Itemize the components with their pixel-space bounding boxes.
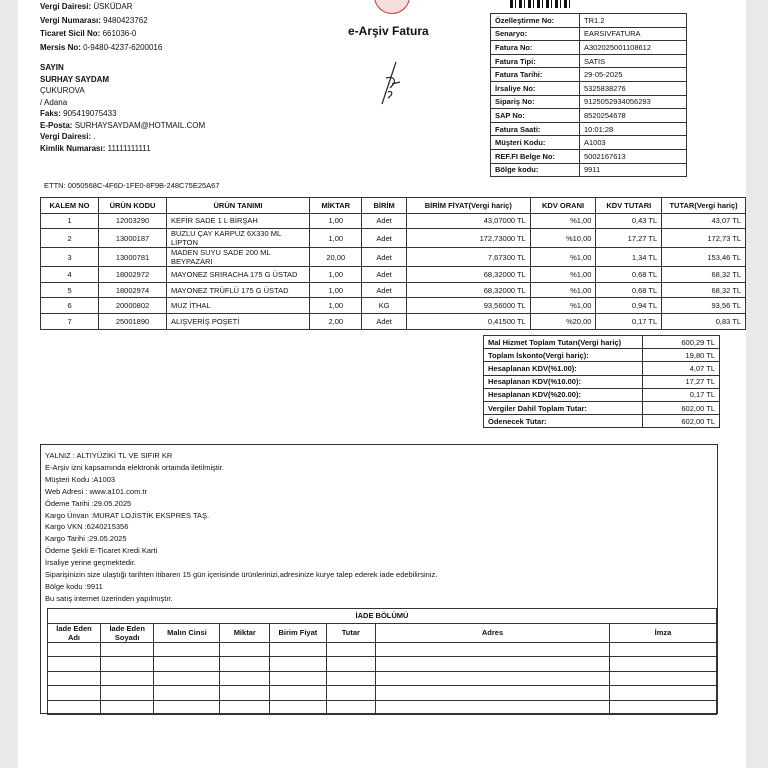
table-cell: 3: [41, 248, 99, 267]
return-row: [48, 642, 717, 657]
items-header: ÜRÜN TANIMI: [166, 198, 309, 214]
return-header: Miktar: [220, 623, 270, 642]
items-header: KDV TUTARI: [596, 198, 662, 214]
return-cell: [48, 642, 101, 657]
meta-row: [491, 122, 687, 136]
return-cell: [220, 671, 270, 686]
table-cell: 13000187: [99, 229, 167, 248]
table-cell: %1,00: [530, 213, 596, 229]
return-cell: [376, 657, 610, 672]
return-cell: [269, 686, 326, 701]
return-section-title: İADE BÖLÜMÜ: [48, 609, 717, 624]
note-line: Bölge kodu :9911: [45, 581, 103, 591]
table-row: [41, 213, 746, 229]
table-cell: Adet: [362, 267, 406, 283]
totals-value: 4,07 TL: [643, 362, 720, 375]
meta-value: TR1.2: [580, 14, 687, 28]
note-line: Siparişinizin size ulaştığı tarihten itibaren 15 gün içerisinde ürünlerinizi,adresinize kurye talep ederek iade edebilirsiniz.: [45, 570, 438, 580]
totals-row: [484, 362, 720, 375]
meta-row: [491, 136, 687, 150]
note-line: Kargo Ünvan :MURAT LOJİSTİK EKSPRES TAŞ.: [45, 510, 210, 520]
table-row: [41, 267, 746, 283]
table-cell: 0,17 TL: [596, 313, 662, 329]
return-cell: [326, 642, 375, 657]
return-cell: [376, 686, 610, 701]
meta-value: 29-05-2025: [580, 68, 687, 82]
table-cell: 0,83 TL: [662, 313, 746, 329]
invoice-meta-table: [490, 13, 687, 177]
totals-label: Hesaplanan KDV(%20.00):: [484, 388, 643, 401]
return-row: [48, 657, 717, 672]
meta-row: [491, 163, 687, 177]
meta-row: [491, 41, 687, 55]
return-row: [48, 700, 717, 715]
table-cell: 1,00: [310, 267, 362, 283]
meta-label: Bölge kodu:: [491, 163, 580, 177]
note-line: Ödeme Şekli E-Ticaret Kredi Karti: [45, 546, 158, 556]
table-cell: 68,32 TL: [662, 267, 746, 283]
table-cell: 1,00: [310, 229, 362, 248]
meta-value: 9911: [580, 163, 687, 177]
return-cell: [220, 657, 270, 672]
table-row: [41, 248, 746, 267]
totals-row: [484, 401, 720, 414]
return-header: İade Eden Adı: [48, 623, 101, 642]
totals-value: 17,27 TL: [643, 375, 720, 388]
return-cell: [220, 700, 270, 715]
table-cell: 0,43 TL: [596, 213, 662, 229]
meta-row: [491, 27, 687, 41]
return-header: Birim Fiyat: [269, 623, 326, 642]
return-cell: [269, 657, 326, 672]
meta-value: A302025001108612: [580, 41, 687, 55]
table-row: [41, 298, 746, 314]
totals-value: 600,29 TL: [643, 336, 720, 349]
return-cell: [100, 700, 153, 715]
table-cell: %10,00: [530, 229, 596, 248]
meta-label: REF.FI Belge No:: [491, 149, 580, 163]
items-header: MİKTAR: [310, 198, 362, 214]
table-cell: 20000802: [99, 298, 167, 314]
table-cell: 25001890: [99, 313, 167, 329]
items-header: BİRİM FİYAT(Vergi hariç): [406, 198, 530, 214]
totals-value: 602,00 TL: [643, 401, 720, 414]
return-cell: [610, 657, 717, 672]
table-cell: 2,00: [310, 313, 362, 329]
table-cell: 153,46 TL: [662, 248, 746, 267]
ettn: ETTN: 0050568C-4F6D-1FE0-8F9B-248C75E25A67: [44, 181, 220, 190]
totals-value: 0,17 TL: [643, 388, 720, 401]
return-cell: [154, 700, 220, 715]
return-cell: [326, 671, 375, 686]
meta-value: 5002167613: [580, 149, 687, 163]
table-cell: KEFİR SADE 1 L BİRŞAH: [166, 213, 309, 229]
meta-label: Fatura Tipi:: [491, 54, 580, 68]
return-cell: [154, 671, 220, 686]
table-cell: 68,32 TL: [662, 282, 746, 298]
table-cell: 172,73000 TL: [406, 229, 530, 248]
table-cell: 20,00: [310, 248, 362, 267]
buyer-info: SAYIN SURHAY SAYDAM ÇUKUROVA / Adana Faks: 905419075433 E-Posta: SURHAYSAYDAM@HOTMAIL.COM Vergi Dairesi: . Kimlik Numarası: 11111111111: [40, 63, 206, 153]
meta-label: Müşteri Kodu:: [491, 136, 580, 150]
table-cell: 12003290: [99, 213, 167, 229]
table-cell: Adet: [362, 213, 406, 229]
return-cell: [269, 642, 326, 657]
table-cell: 68,32000 TL: [406, 267, 530, 283]
company-seal-logo: [374, 0, 410, 14]
totals-label: Hesaplanan KDV(%1.00):: [484, 362, 643, 375]
table-cell: 68,32000 TL: [406, 282, 530, 298]
return-cell: [269, 700, 326, 715]
meta-row: [491, 54, 687, 68]
totals-label: Toplam İskonto(Vergi hariç):: [484, 349, 643, 362]
table-cell: 0,68 TL: [596, 267, 662, 283]
table-cell: %1,00: [530, 298, 596, 314]
items-header: KDV ORANI: [530, 198, 596, 214]
totals-row: [484, 415, 720, 428]
items-header: TUTAR(Vergi hariç): [662, 198, 746, 214]
note-line: Web Adresi : www.a101.com.tr: [45, 486, 147, 496]
meta-value: 10:01:28: [580, 122, 687, 136]
return-row: [48, 671, 717, 686]
meta-value: SATIS: [580, 54, 687, 68]
return-header: İade Eden Soyadı: [100, 623, 153, 642]
meta-row: [491, 109, 687, 123]
meta-label: Fatura Saati:: [491, 122, 580, 136]
table-cell: 5: [41, 282, 99, 298]
return-cell: [100, 642, 153, 657]
meta-value: A1003: [580, 136, 687, 150]
table-cell: 43,07000 TL: [406, 213, 530, 229]
return-cell: [220, 686, 270, 701]
table-cell: 18002974: [99, 282, 167, 298]
return-cell: [48, 671, 101, 686]
table-cell: %1,00: [530, 282, 596, 298]
return-cell: [154, 686, 220, 701]
table-cell: 1: [41, 213, 99, 229]
meta-label: İrsaliye No:: [491, 81, 580, 95]
table-cell: ALIŞVERİŞ POŞETİ: [166, 313, 309, 329]
return-row: [48, 686, 717, 701]
table-cell: %20,00: [530, 313, 596, 329]
return-cell: [48, 657, 101, 672]
return-cell: [610, 671, 717, 686]
return-header: Tutar: [326, 623, 375, 642]
totals-value: 602,00 TL: [643, 415, 720, 428]
notes-box: [40, 444, 718, 714]
meta-row: [491, 149, 687, 163]
meta-label: SAP No:: [491, 109, 580, 123]
table-cell: KG: [362, 298, 406, 314]
table-cell: 17,27 TL: [596, 229, 662, 248]
document-title: e-Arşiv Fatura: [348, 24, 429, 38]
table-cell: 1,34 TL: [596, 248, 662, 267]
note-line: E-Arşiv izni kapsamında elektronik ortamda iletilmiştir.: [45, 462, 224, 472]
totals-label: Mal Hizmet Toplam Tutarı(Vergi hariç): [484, 336, 643, 349]
totals-row: [484, 336, 720, 349]
table-cell: 2: [41, 229, 99, 248]
table-cell: 0,68 TL: [596, 282, 662, 298]
table-cell: MUZ İTHAL: [166, 298, 309, 314]
table-cell: Adet: [362, 229, 406, 248]
table-cell: 7,67300 TL: [406, 248, 530, 267]
return-cell: [610, 686, 717, 701]
return-cell: [326, 657, 375, 672]
note-line: İrsaliye yerine geçmektedir.: [45, 558, 136, 568]
return-cell: [326, 700, 375, 715]
qr-code: [510, 0, 570, 8]
return-cell: [154, 657, 220, 672]
meta-value: 8520254678: [580, 109, 687, 123]
items-table: [40, 197, 746, 330]
table-cell: 0,41500 TL: [406, 313, 530, 329]
items-header: KALEM NO: [41, 198, 99, 214]
note-line: Müşteri Kodu :A1003: [45, 474, 116, 484]
table-cell: 1,00: [310, 282, 362, 298]
table-cell: 1,00: [310, 213, 362, 229]
return-cell: [100, 671, 153, 686]
meta-label: Senaryo:: [491, 27, 580, 41]
return-cell: [610, 700, 717, 715]
return-header: Adres: [376, 623, 610, 642]
totals-value: 19,80 TL: [643, 349, 720, 362]
meta-row: [491, 95, 687, 109]
table-cell: %1,00: [530, 248, 596, 267]
table-cell: 0,94 TL: [596, 298, 662, 314]
return-cell: [48, 686, 101, 701]
table-cell: 172,73 TL: [662, 229, 746, 248]
table-cell: Adet: [362, 313, 406, 329]
meta-label: Özelleştirme No:: [491, 14, 580, 28]
meta-row: [491, 68, 687, 82]
note-line: YALNIZ : ALTIYÜZİKİ TL VE SIFIR KR: [45, 451, 173, 460]
return-section-table: [47, 608, 717, 715]
totals-row: [484, 375, 720, 388]
table-row: [41, 282, 746, 298]
return-header: Malın Cinsi: [154, 623, 220, 642]
return-cell: [269, 671, 326, 686]
meta-label: Fatura No:: [491, 41, 580, 55]
return-cell: [48, 700, 101, 715]
return-cell: [100, 686, 153, 701]
table-row: [41, 229, 746, 248]
table-cell: 18002972: [99, 267, 167, 283]
totals-label: Ödenecek Tutar:: [484, 415, 643, 428]
items-header: ÜRÜN KODU: [99, 198, 167, 214]
signature: [376, 58, 404, 108]
table-cell: %1,00: [530, 267, 596, 283]
note-line: Ödeme Tarihi :29.05.2025: [45, 498, 132, 508]
table-cell: 4: [41, 267, 99, 283]
table-cell: MAYONEZ TRÜFLÜ 175 G ÜSTAD: [166, 282, 309, 298]
table-cell: Adet: [362, 248, 406, 267]
note-line: Bu satış internet üzerinden yapılmıştır.: [45, 593, 173, 603]
table-cell: 6: [41, 298, 99, 314]
return-cell: [376, 642, 610, 657]
note-line: Kargo VKN :6240215356: [45, 522, 129, 532]
return-cell: [154, 642, 220, 657]
totals-table: [483, 335, 720, 428]
table-row: [41, 313, 746, 329]
totals-row: [484, 388, 720, 401]
return-cell: [100, 657, 153, 672]
totals-label: Hesaplanan KDV(%10.00):: [484, 375, 643, 388]
table-cell: 1,00: [310, 298, 362, 314]
items-header: BİRİM: [362, 198, 406, 214]
table-cell: MADEN SUYU SADE 200 ML BEYPAZARI: [166, 248, 309, 267]
meta-value: 5325838276: [580, 81, 687, 95]
table-cell: 93,56000 TL: [406, 298, 530, 314]
meta-label: Sipariş No:: [491, 95, 580, 109]
table-cell: 13000781: [99, 248, 167, 267]
meta-label: Fatura Tarihi:: [491, 68, 580, 82]
note-line: Kargo Tarihi :29.05.2025: [45, 534, 127, 544]
table-cell: BUZLU ÇAY KARPUZ 6X330 ML LİPTON: [166, 229, 309, 248]
return-header: İmza: [610, 623, 717, 642]
meta-value: EARSIVFATURA: [580, 27, 687, 41]
return-cell: [376, 671, 610, 686]
return-cell: [376, 700, 610, 715]
table-cell: 7: [41, 313, 99, 329]
return-cell: [220, 642, 270, 657]
return-cell: [326, 686, 375, 701]
table-cell: Adet: [362, 282, 406, 298]
table-cell: MAYONEZ SRIRACHA 175 G ÜSTAD: [166, 267, 309, 283]
totals-label: Vergiler Dahil Toplam Tutar:: [484, 401, 643, 414]
meta-row: [491, 14, 687, 28]
meta-row: [491, 81, 687, 95]
meta-value: 9125052934056293: [580, 95, 687, 109]
table-cell: 43,07 TL: [662, 213, 746, 229]
totals-row: [484, 349, 720, 362]
invoice-page: [18, 0, 746, 768]
table-cell: 93,56 TL: [662, 298, 746, 314]
seller-info: Vergi Dairesi: ÜSKÜDAR Vergi Numarası: 9480423762 Ticaret Sicil No: 661036-0 Mersis No: 0-9480-4237-6200016: [40, 2, 163, 52]
return-cell: [610, 642, 717, 657]
